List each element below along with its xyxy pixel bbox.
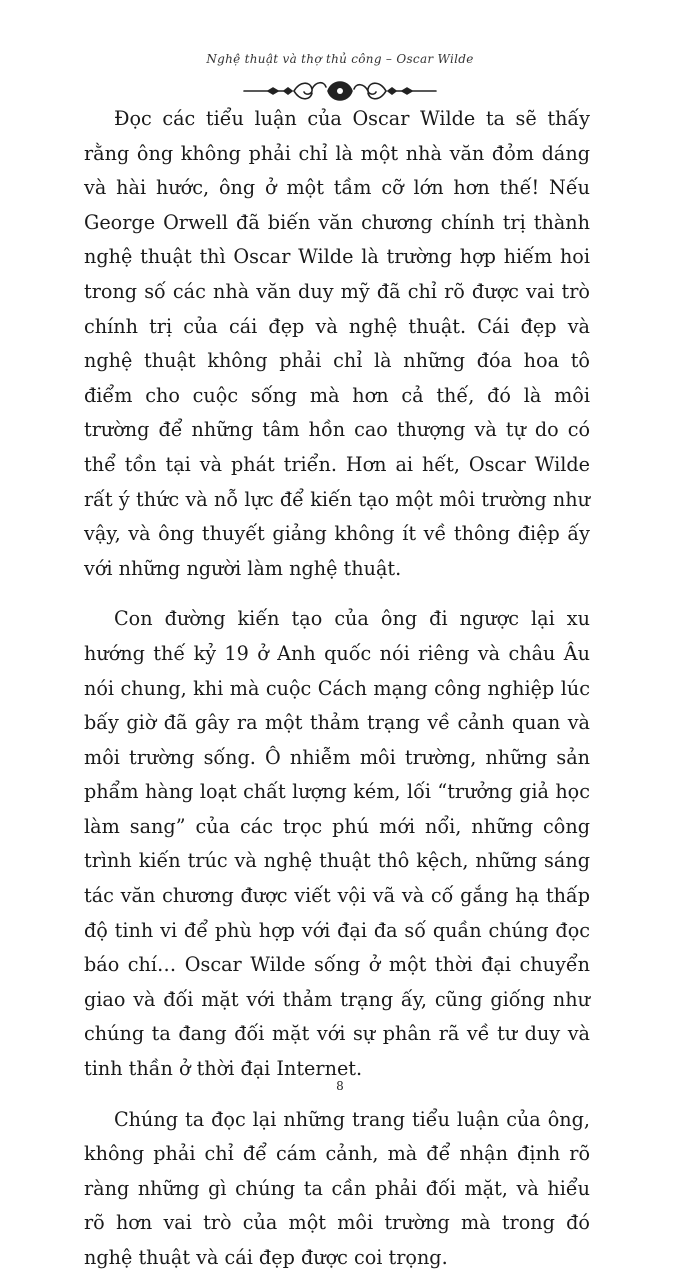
running-header: Nghệ thuật và thợ thủ công – Oscar Wilde: [206, 52, 474, 66]
paragraph-3: Chúng ta đọc lại những trang tiểu luận của ông, không phải chỉ để cám cảnh, mà để nhận định rõ ràng những gì chúng ta cần phải đối mặt, và hiểu rõ hơn vai trò của một môi trường mà trong đó nghệ thuật và cái đẹp được coi trọng.: [84, 1107, 590, 1269]
paragraph-2: Con đường kiến tạo của ông đi ngược lại xu hướng thế kỷ 19 ở Anh quốc nói riêng và châu Âu nói chung, khi mà cuộc Cách mạng công nghiệp lúc bấy giờ đã gây ra một thảm trạng về cảnh quan và môi trường sống. Ô nhiễm môi trường, những sản phẩm hàng loạt chất lượng kém, lối “trưởng giả học làm sang” của các trọc phú mới nổi, những công trình kiến trúc và nghệ thuật thô kệch, những sáng tác văn chương được viết vội vã và cố gắng hạ thấp độ tinh vi để phù hợp với đại đa số quần chúng đọc báo chí… Oscar Wilde sống ở một thời đại chuyển giao và đối mặt với thảm trạng ấy, cũng giống như chúng ta đang đối mặt với sự phân rã về tư duy và tinh thần ở thời đại Internet.: [84, 607, 590, 1081]
page-number: 8: [336, 1079, 344, 1093]
article-body: [84, 102, 590, 1276]
paragraph-1: Đọc các tiểu luận của Oscar Wilde ta sẽ thấy rằng ông không phải chỉ là một nhà văn đỏm dáng và hài hước, ông ở một tầm cỡ lớn hơn thế! Nếu George Orwell đã biến văn chương chính trị thành nghệ thuật thì Oscar Wilde là trường hợp hiếm hoi trong số các nhà văn duy mỹ đã chỉ rõ được vai trò chính trị của cái đẹp và nghệ thuật. Cái đẹp và nghệ thuật không phải chỉ là những đóa hoa tô điểm cho cuộc sống mà hơn cả thế, đó là môi trường để những tâm hồn cao thượng và tự do có thể tồn tại và phát triển. Hơn ai hết, Oscar Wilde rất ý thức và nỗ lực để kiến tạo một môi trường như vậy, và ông thuyết giảng không ít về thông điệp ấy với những người làm nghệ thuật.: [84, 107, 590, 580]
